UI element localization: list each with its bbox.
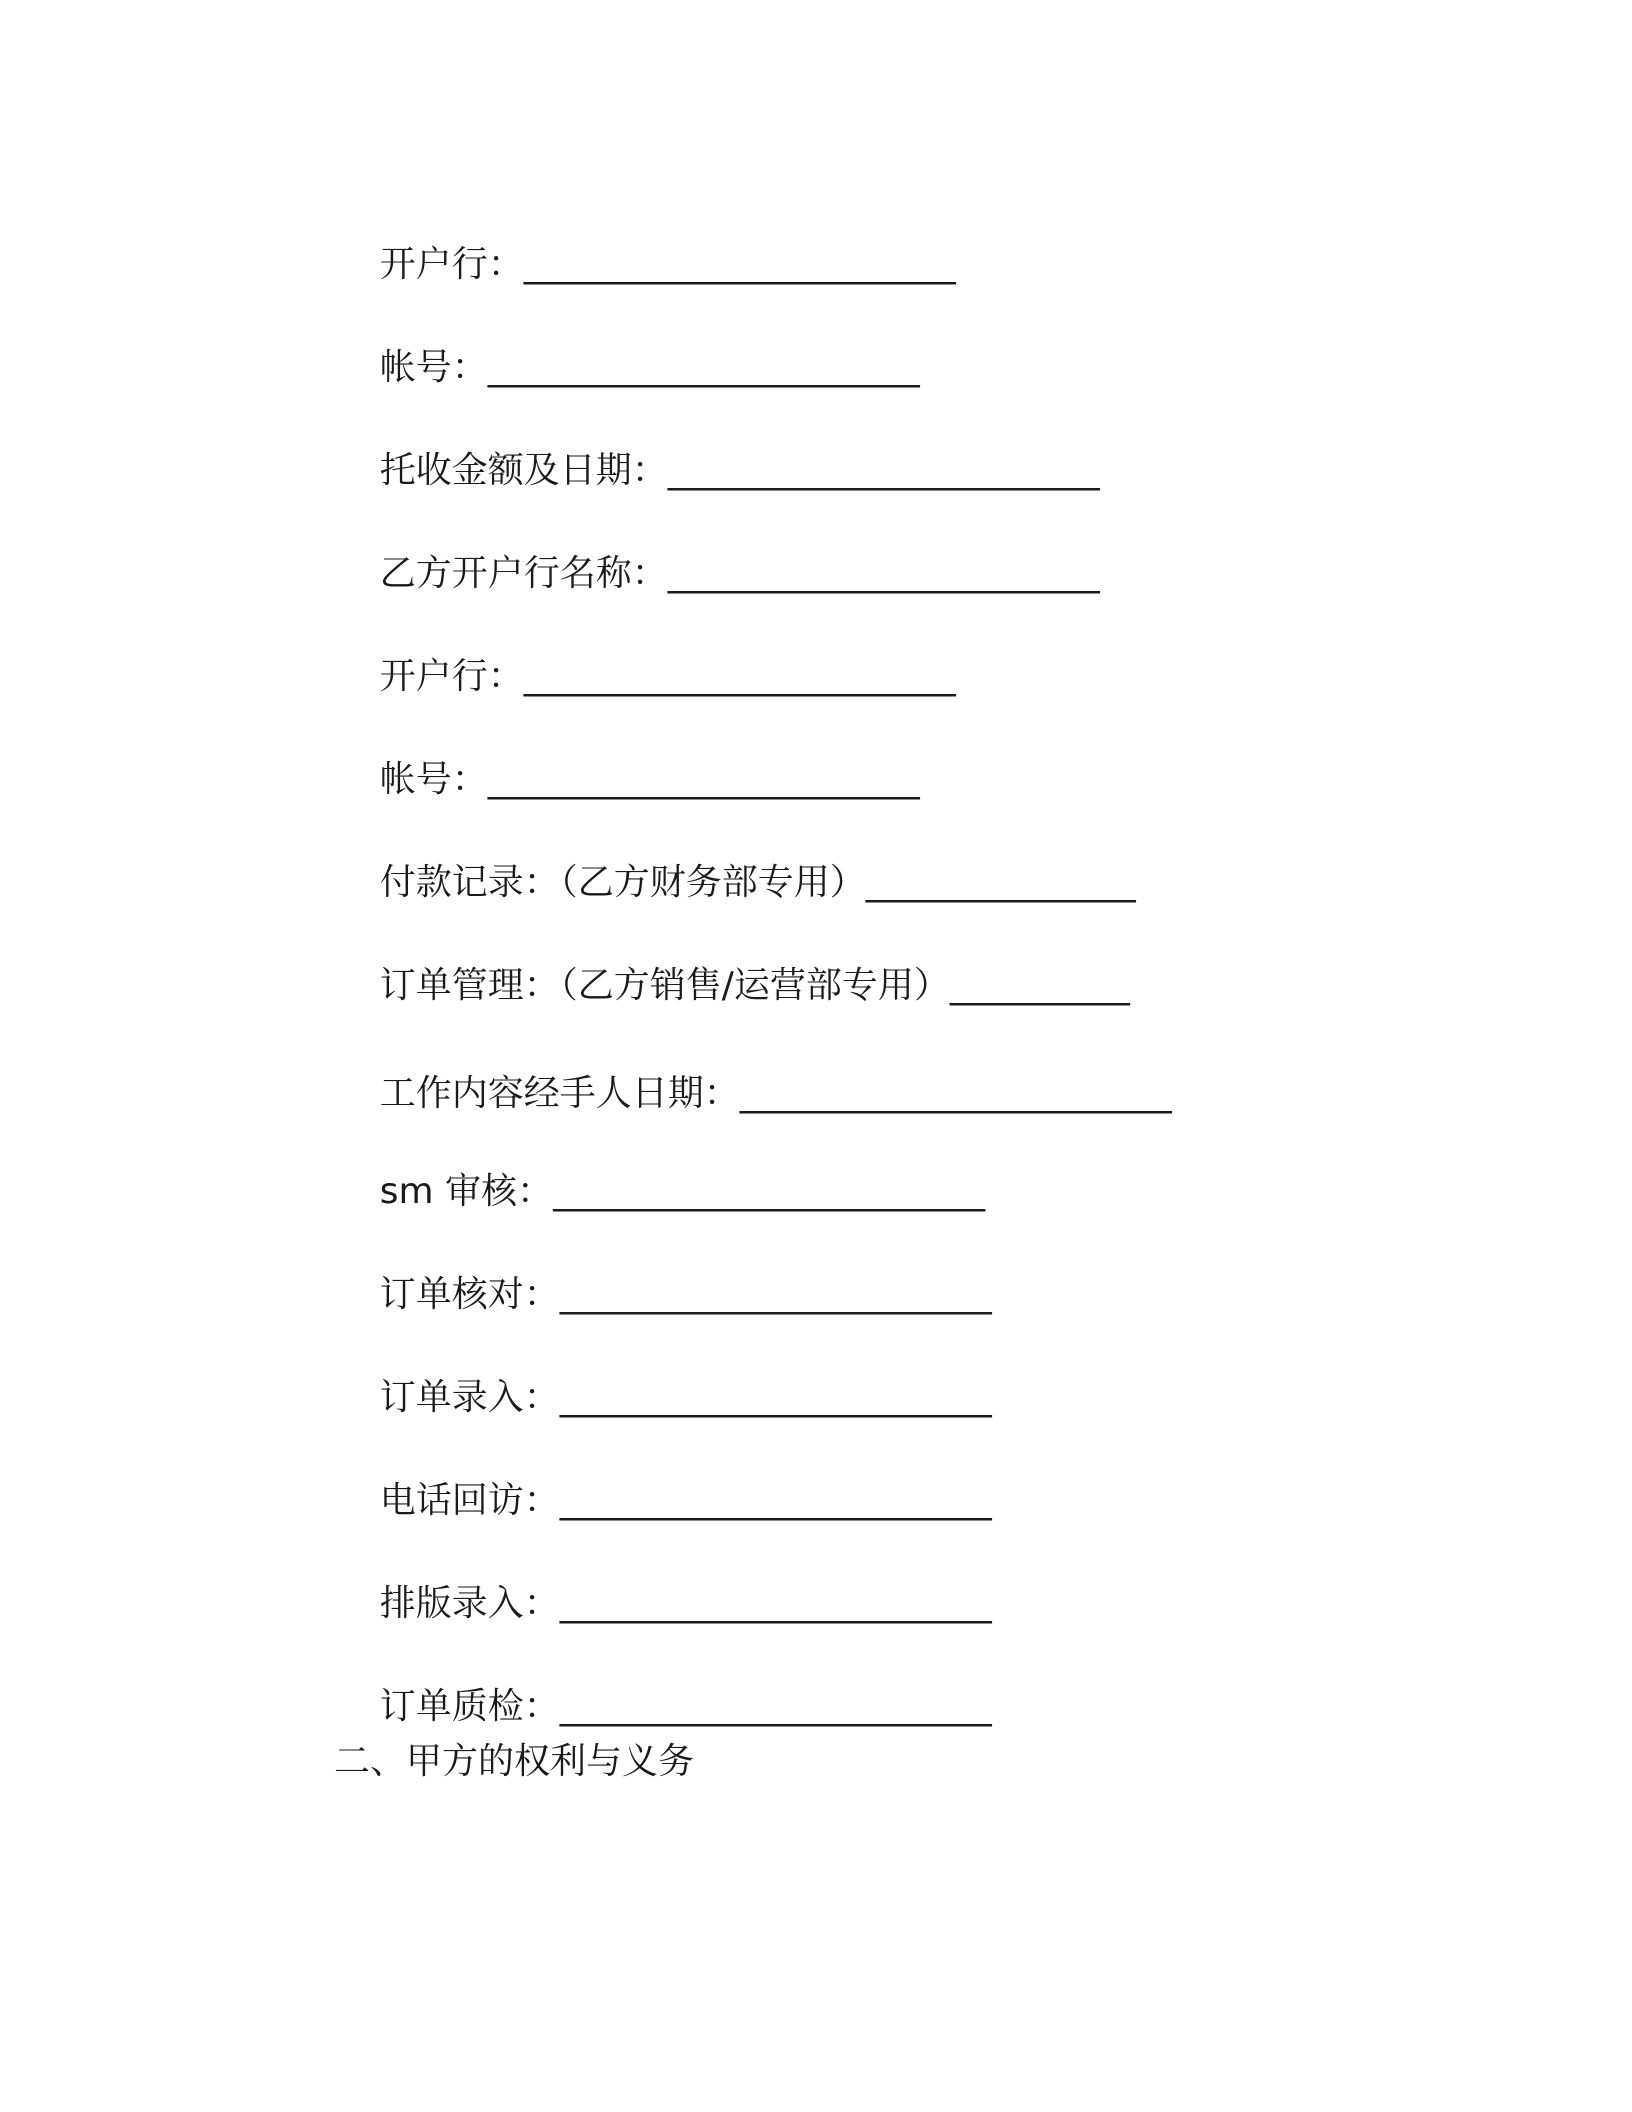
field-label: 订单录入： [379, 1377, 560, 1418]
field-label: 电话回访： [379, 1480, 560, 1521]
field-blank: __________ [949, 965, 1130, 1006]
field-label: 付款记录：（乙方财务部专用） [379, 862, 866, 903]
field-blank: ________________________ [739, 1073, 1172, 1114]
field-label: sm 审核： [379, 1171, 554, 1212]
field-label: 订单核对： [379, 1274, 560, 1315]
field-blank: ________________________ [559, 1480, 992, 1521]
field-blank: ________________________ [523, 656, 956, 697]
field-blank: ________________________ [559, 1583, 992, 1624]
field-label: 开户行： [379, 244, 524, 285]
section-heading: 二、甲方的权利与义务 [334, 1741, 695, 1782]
field-blank: ________________________ [667, 553, 1100, 594]
field-label: 乙方开户行名称： [379, 553, 668, 594]
field-blank: _______________ [865, 862, 1136, 903]
field-blank: ________________________ [559, 1377, 992, 1418]
field-label: 帐号： [379, 759, 488, 800]
field-blank: ________________________ [487, 347, 920, 388]
field-label: 订单质检： [379, 1686, 560, 1727]
field-blank: ________________________ [667, 450, 1100, 491]
field-blank: ________________________ [553, 1171, 986, 1212]
field-label: 开户行： [379, 656, 524, 697]
field-label: 排版录入： [379, 1583, 560, 1624]
field-blank: ________________________ [523, 244, 956, 285]
field-label: 工作内容经手人日期： [379, 1073, 740, 1114]
field-label: 订单管理：（乙方销售/运营部专用） [379, 965, 950, 1006]
field-label: 托收金额及日期： [379, 450, 668, 491]
field-label: 帐号： [379, 347, 488, 388]
field-blank: ________________________ [559, 1274, 992, 1315]
field-blank: ________________________ [559, 1686, 992, 1727]
field-blank: ________________________ [487, 759, 920, 800]
